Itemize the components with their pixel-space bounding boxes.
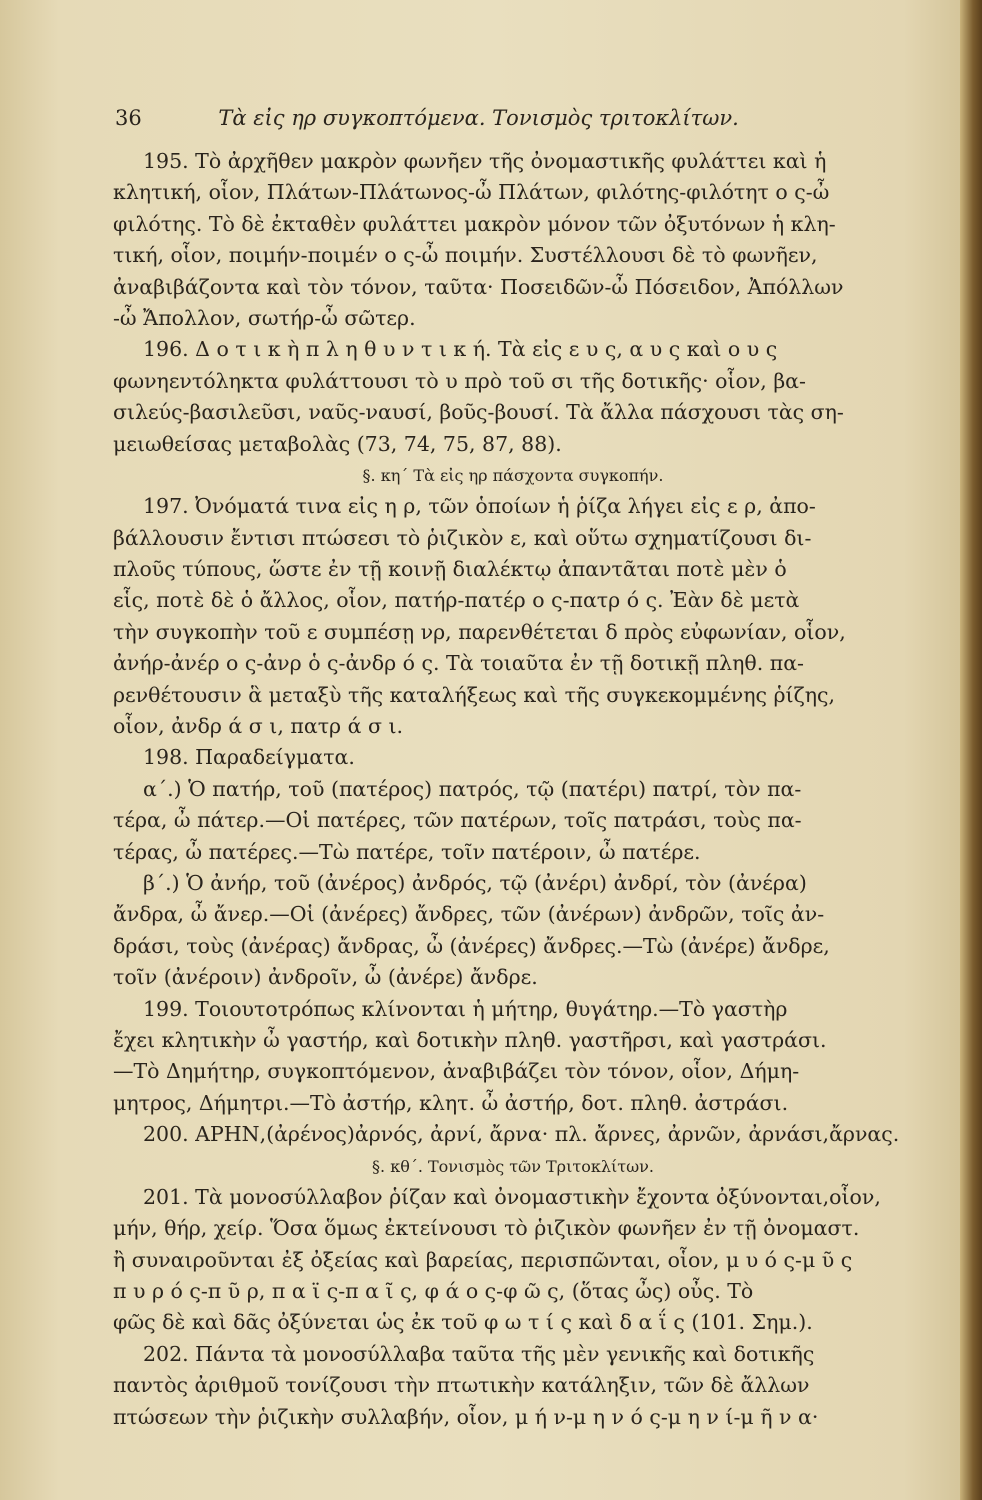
text-line: ἀναβιβάζοντα καὶ τὸν τόνον, ταῦτα· Ποσειδῶν-ὦ Πόσειδον, Ἀπόλλων <box>113 274 844 299</box>
section-heading: §. κθ΄. Τονισμὸς τῶν Τριτοκλίτων. <box>372 1156 654 1176</box>
text-line: τέρας, ὦ πατέρες.—Τὼ πατέρε, τοῖν πατέροιν, ὦ πατέρε. <box>113 839 701 864</box>
section-heading: §. κη΄ Τὰ εἰς ηρ πάσχοντα συγκοπήν. <box>362 465 664 485</box>
text-line: 196. Δ ο τ ι κ ὴ π λ η θ υ ν τ ι κ ή. Τὰ εἰς ε υ ς, α υ ς καὶ ο υ ς <box>143 337 778 362</box>
text-line: 197. Ὀνόματά τινα εἰς η ρ, τῶν ὁποίων ἡ ῥίζα λήγει εἰς ε ρ, ἀπο- <box>143 494 816 519</box>
text-line: φῶς δὲ καὶ δᾶς ὀξύνεται ὡς ἐκ τοῦ φ ω τ ί ς καὶ δ α ΐ ς (101. Σημ.). <box>113 1310 813 1335</box>
text-line: πτώσεων τὴν ῥιζικὴν συλλαβήν, οἷον, μ ή ν-μ η ν ό ς-μ η ν ί-μ ῆ ν α· <box>113 1404 819 1429</box>
running-header <box>115 106 910 130</box>
text-line: βάλλουσιν ἔντισι πτώσεσι τὸ ῥιζικὸν ε, καὶ οὕτω σχηματίζουσι δι- <box>113 525 812 550</box>
text-line: π υ ρ ό ς-π ῦ ρ, π α ϊ ς-π α ῖ ς, φ ά ο ς-φ ῶ ς, (ὅτας ὦς) οὖς. Τὸ <box>113 1279 754 1304</box>
running-title: Τὰ εἰς ηρ συγκοπτόμενα. Τονισμὸς τριτοκλίτων. <box>218 106 739 130</box>
text-line: μειωθείσας μεταβολὰς (73, 74, 75, 87, 88). <box>113 431 562 456</box>
text-line: φιλότης. Τὸ δὲ ἐκταθὲν φυλάττει μακρὸν μόνον τῶν ὀξυτόνων ἡ κλη- <box>113 211 836 236</box>
text-line: σιλεύς-βασιλεῦσι, ναῦς-ναυσί, βοῦς-βουσί. Τὰ ἄλλα πάσχουσι τὰς ση- <box>113 400 844 425</box>
text-line: δράσι, τοὺς (ἀνέρας) ἄνδρας, ὦ (ἀνέρες) ἄνδρες.—Τὼ (ἀνέρε) ἄνδρε, <box>113 933 830 958</box>
text-line: τέρα, ὦ πάτερ.—Οἱ πατέρες, τῶν πατέρων, τοῖς πατράσι, τοὺς πα- <box>113 808 802 833</box>
text-line: β΄.) Ὁ ἀνήρ, τοῦ (ἀνέρος) ἀνδρός, τῷ (ἀνέρι) ἀνδρί, τὸν (ἀνέρα) <box>143 870 807 895</box>
body-text <box>113 146 913 1433</box>
text-line: -ὦ Ἄπολλον, σωτήρ-ὦ σῶτερ. <box>113 305 416 330</box>
text-line: φωνηεντόληκτα φυλάττουσι τὸ υ πρὸ τοῦ σι τῆς δοτικῆς· οἷον, βα- <box>113 368 806 393</box>
text-line: τοῖν (ἀνέροιν) ἀνδροῖν, ὦ (ἀνέρε) ἄνδρε. <box>113 965 538 990</box>
text-line: παντὸς ἀριθμοῦ τονίζουσι τὴν πτωτικὴν κατάληξιν, τῶν δὲ ἄλλων <box>113 1373 810 1398</box>
text-line: κλητική, οἷον, Πλάτων-Πλάτωνος-ὦ Πλάτων, φιλότης-φιλότητ ο ς-ὦ <box>113 180 830 205</box>
text-line: ἢ συναιροῦνται ἐξ ὀξείας καὶ βαρείας, περισπῶνται, οἷον, μ υ ό ς-μ ῦ ς <box>113 1247 853 1272</box>
text-line: τὴν συγκοπὴν τοῦ ε συμπέσῃ νρ, παρενθέτεται δ πρὸς εὐφωνίαν, οἷον, <box>113 619 846 644</box>
text-line: τική, οἷον, ποιμήν-ποιμέν ο ς-ὦ ποιμήν. Συστέλλουσι δὲ τὸ φωνῆεν, <box>113 243 818 268</box>
text-line: ἄνδρα, ὦ ἄνερ.—Οἱ (ἀνέρες) ἄνδρες, τῶν (ἀνέρων) ἀνδρῶν, τοῖς ἀν- <box>113 902 825 927</box>
page-number: 36 <box>115 106 142 130</box>
text-line: μητρος, Δήμητρι.—Τὸ ἀστήρ, κλητ. ὦ ἀστήρ, δοτ. πληθ. ἀστράσι. <box>113 1090 789 1115</box>
text-line: α΄.) Ὁ πατήρ, τοῦ (πατέρος) πατρός, τῷ (πατέρι) πατρί, τὸν πα- <box>143 776 802 801</box>
text-line: 201. Τὰ μονοσύλλαβον ῥίζαν καὶ ὀνομαστικὴν ἔχοντα ὀξύνονται,οἷον, <box>143 1184 881 1209</box>
text-line: οἷον, ἀνδρ ά σ ι, πατρ ά σ ι. <box>113 714 404 739</box>
text-line: 195. Τὸ ἀρχῆθεν μακρὸν φωνῆεν τῆς ὀνομαστικῆς φυλάττει καὶ ἡ <box>143 149 827 173</box>
page-edge <box>960 0 982 1500</box>
text-line: —Τὸ Δημήτηρ, συγκοπτόμενον, ἀναβιβάζει τὸν τόνον, οἷον, Δήμη- <box>113 1059 800 1084</box>
text-line: 198. Παραδείγματα. <box>143 745 355 770</box>
text-line: ρενθέτουσιν ἃ μεταξὺ τῆς καταλήξεως καὶ τῆς συγκεκομμένης ῥίζης, <box>113 682 835 707</box>
text-line: 199. Τοιουτοτρόπως κλίνονται ἡ μήτηρ, θυγάτηρ.—Τὸ γαστὴρ <box>143 996 788 1021</box>
text-line: πλοῦς τύπους, ὥστε ἐν τῇ κοινῇ διαλέκτῳ ἀπαντᾶται ποτὲ μὲν ὁ <box>113 557 787 582</box>
text-line: εἷς, ποτὲ δὲ ὁ ἄλλος, οἷον, πατήρ-πατέρ ο ς-πατρ ό ς. Ἐὰν δὲ μετὰ <box>113 588 800 613</box>
text-line: ἀνήρ-ἀνέρ ο ς-ἀνρ ὁ ς-ἀνδρ ό ς. Τὰ τοιαῦτα ἐν τῇ δοτικῇ πληθ. πα- <box>113 651 804 676</box>
text-line: 202. Πάντα τὰ μονοσύλλαβα ταῦτα τῆς μὲν γενικῆς καὶ δοτικῆς <box>143 1341 815 1366</box>
text-line: 200. ΑΡΗΝ,(ἀρένος)ἀρνός, ἀρνί, ἄρνα· πλ. ἄρνες, ἀρνῶν, ἀρνάσι,ἄρνας. <box>143 1122 900 1147</box>
text-line: ἔχει κλητικὴν ὦ γαστήρ, καὶ δοτικὴν πληθ. γαστῆρσι, καὶ γαστράσι. <box>113 1027 827 1052</box>
text-line: μήν, θήρ, χείρ. Ὅσα ὅμως ἐκτείνουσι τὸ ῥιζικὸν φωνῆεν ἐν τῇ ὀνομαστ. <box>113 1216 860 1241</box>
